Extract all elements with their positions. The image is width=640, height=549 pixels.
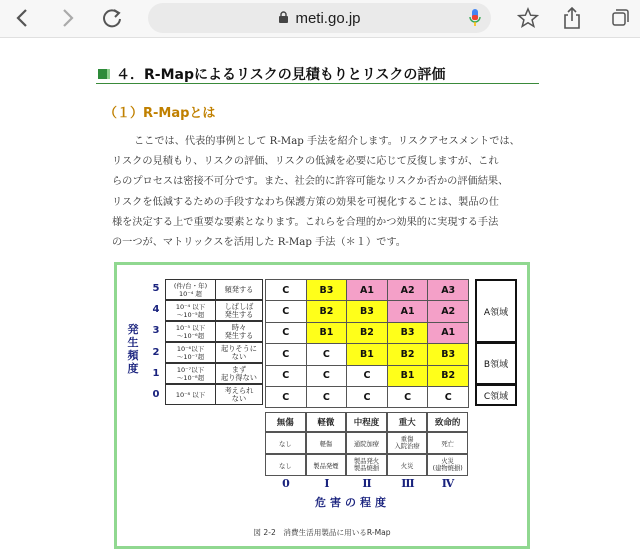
severity-injury: 重傷 入院治療 — [387, 432, 428, 454]
risk-cell: C — [306, 386, 348, 408]
frequency-desc: 頻発する — [224, 284, 254, 294]
risk-cell: B3 — [346, 300, 388, 322]
risk-cell: C — [265, 300, 307, 322]
frequency-level: 0 — [152, 389, 160, 400]
share-icon[interactable] — [558, 4, 586, 32]
severity-header: 重大 — [387, 412, 428, 432]
subsection-title: （１）R-Mapとは — [104, 106, 216, 121]
region-a-label: A領域 — [475, 279, 517, 343]
frequency-row — [165, 279, 263, 300]
risk-cell: C — [265, 322, 307, 344]
severity-level: Ⅰ — [324, 477, 330, 490]
risk-cell: C — [427, 386, 469, 408]
frequency-rate: 10⁻⁷以下 ～10⁻⁸超 — [166, 364, 216, 383]
frequency-rate: 10⁻⁸ 以下 — [166, 385, 216, 404]
frequency-row — [165, 342, 263, 363]
severity-injury: 通院加療 — [346, 432, 387, 454]
risk-cell: C — [265, 365, 307, 387]
severity-level: Ⅲ — [401, 477, 415, 490]
frequency-row — [165, 384, 263, 405]
risk-matrix — [265, 279, 468, 408]
frequency-rate: 10⁻⁴ 以下 ～10⁻⁵超 — [166, 301, 216, 320]
risk-cell: B2 — [387, 343, 429, 365]
body-line: リスクを低減するための手段すなわち保護方策の効果を可視化することは、製品の仕 — [112, 196, 499, 208]
risk-cell: C — [346, 365, 388, 387]
body-paragraph — [112, 132, 542, 253]
severity-property: 火災 (建物焼損) — [427, 454, 468, 476]
risk-cell: C — [265, 279, 307, 301]
risk-cell: A1 — [346, 279, 388, 301]
forward-icon[interactable] — [54, 4, 82, 32]
frequency-row — [165, 300, 263, 321]
frequency-rate: 10⁻⁵ 以下 ～10⁻⁶超 — [166, 322, 216, 341]
frequency-desc: 起りそうに ない — [221, 343, 257, 361]
risk-cell: A3 — [427, 279, 469, 301]
risk-cell: A2 — [427, 300, 469, 322]
risk-cell: C — [387, 386, 429, 408]
severity-property-row — [265, 454, 468, 476]
severity-header: 軽微 — [306, 412, 347, 432]
frequency-desc: 考えられ ない — [224, 385, 254, 403]
severity-header: 無傷 — [265, 412, 306, 432]
severity-injury-row — [265, 432, 468, 454]
figure-caption: 図 2-2 消費生活用製品に用いるR-Map — [253, 528, 391, 537]
body-line: 様を決定する上で重要な要素となります。これらを合理的かつ効果的に実現する手法 — [112, 216, 499, 228]
body-line: の一つが、マトリックスを活用した R-Map 手法（＊１）です。 — [112, 237, 406, 249]
frequency-desc: 時々 発生する — [224, 322, 254, 340]
severity-level: 0 — [282, 477, 290, 490]
severity-property: 製品発火 製品焼損 — [346, 454, 387, 476]
severity-injury: 死亡 — [427, 432, 468, 454]
body-line: ここでは、代表的事例として R-Map 手法を紹介します。リスクアセスメントでは、 — [134, 136, 520, 147]
severity-level: Ⅳ — [441, 477, 455, 490]
risk-cell: B3 — [387, 322, 429, 344]
region-b-label: B領域 — [475, 342, 517, 385]
risk-cell: B3 — [306, 279, 348, 301]
risk-cell: A2 — [387, 279, 429, 301]
risk-cell: B1 — [346, 343, 388, 365]
severity-header: 中程度 — [346, 412, 387, 432]
tabs-icon[interactable] — [606, 4, 634, 32]
url-text: meti.go.jp — [295, 9, 361, 27]
severity-injury: 軽傷 — [306, 432, 347, 454]
heading-marker-icon — [98, 69, 107, 79]
body-line: リスクの見積もり、リスクの評価、リスクの低減を必要に応じて反復しますが、これ — [112, 156, 499, 168]
region-c-label: C領域 — [475, 384, 517, 406]
severity-header-row — [265, 412, 468, 432]
frequency-level: 4 — [152, 304, 160, 315]
frequency-level: 3 — [152, 325, 160, 336]
heading-marker-accent — [107, 69, 110, 79]
frequency-axis-text: 発生頻度 — [127, 323, 139, 375]
back-icon[interactable] — [8, 4, 36, 32]
reload-icon[interactable] — [98, 4, 126, 32]
body-line: らのプロセスは密接不可分です。また、社会的に許容可能なリスクか否かの評価結果、 — [112, 176, 509, 188]
frequency-desc: まず 起り得ない — [221, 364, 257, 382]
section-title-text: ４．R-Mapによるリスクの見積もりとリスクの評価 — [116, 67, 446, 83]
severity-property: 製品発煙 — [306, 454, 347, 476]
harm-axis-label: 危害の程度 — [315, 496, 390, 509]
section-heading — [96, 64, 539, 84]
frequency-row — [165, 363, 263, 384]
severity-property: なし — [265, 454, 306, 476]
frequency-level: 1 — [152, 368, 160, 379]
severity-injury: なし — [265, 432, 306, 454]
frequency-rate: 10⁻⁶以下 ～10⁻⁷超 — [166, 343, 216, 362]
address-bar[interactable] — [148, 3, 491, 33]
severity-property: 火災 — [387, 454, 428, 476]
risk-cell: A1 — [387, 300, 429, 322]
risk-cell: C — [265, 386, 307, 408]
frequency-desc: しばしば 発生する — [224, 301, 254, 319]
risk-cell: B2 — [346, 322, 388, 344]
frequency-axis-label — [127, 323, 141, 375]
bookmark-star-icon[interactable] — [514, 4, 542, 32]
frequency-level: 5 — [152, 283, 160, 294]
risk-cell: A1 — [427, 322, 469, 344]
document-page — [0, 38, 640, 549]
rmap-figure — [114, 262, 530, 549]
risk-cell: B2 — [427, 365, 469, 387]
browser-toolbar — [0, 0, 640, 38]
lock-icon — [278, 9, 289, 28]
risk-cell: C — [306, 343, 348, 365]
severity-level: Ⅱ — [362, 477, 372, 490]
risk-cell: C — [306, 365, 348, 387]
severity-header: 致命的 — [427, 412, 468, 432]
frequency-level: 2 — [152, 347, 160, 358]
risk-cell: C — [265, 343, 307, 365]
frequency-rate: (件/台・年) 10⁻⁴ 超 — [166, 280, 216, 299]
risk-cell: B2 — [306, 300, 348, 322]
risk-cell: C — [346, 386, 388, 408]
risk-cell: B3 — [427, 343, 469, 365]
frequency-row — [165, 321, 263, 342]
mic-icon[interactable] — [469, 8, 481, 32]
risk-cell: B1 — [387, 365, 429, 387]
risk-cell: B1 — [306, 322, 348, 344]
